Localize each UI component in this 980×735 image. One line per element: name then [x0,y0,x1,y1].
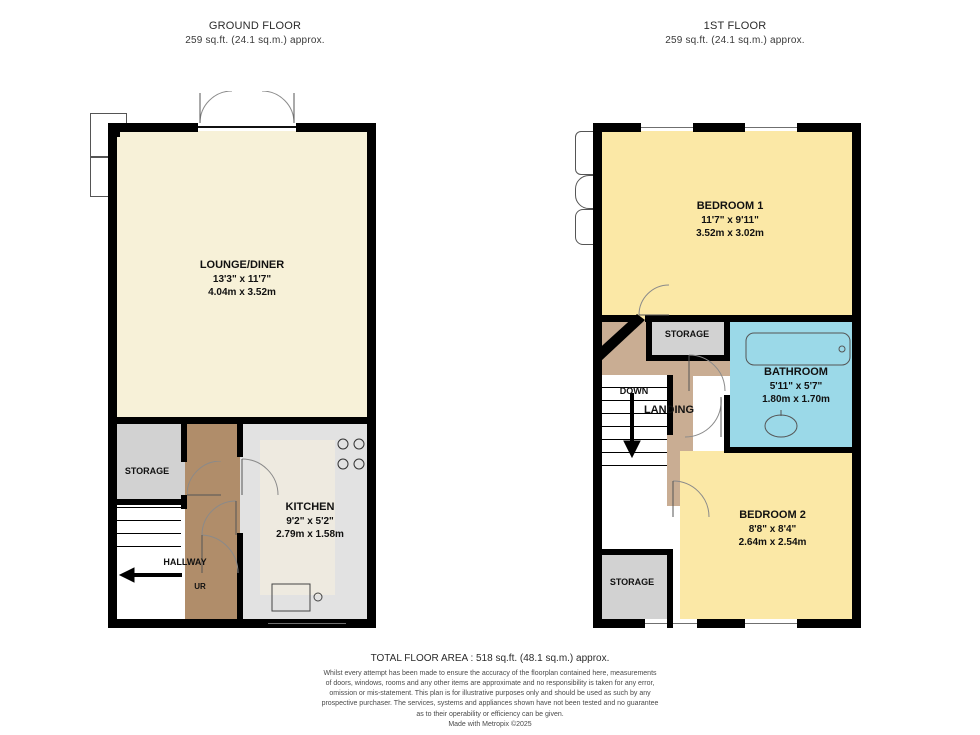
kitchen-imperial: 9'2" x 5'2" [286,515,334,527]
ur-label [185,582,215,593]
lounge-diner-imperial: 13'3" x 11'7" [212,273,272,285]
patio-door-threshold [198,126,296,128]
disclaimer-credit: Made with Metropix ©2025 [448,720,532,728]
bedroom-1-name: BEDROOM 1 [696,200,764,212]
bedroom-2-window-left [575,113,627,122]
kitchen-metric: 2.79m x 1.58m [276,529,344,541]
wall-storage-right [181,417,187,462]
door-arc-icon [687,353,727,395]
first-floor-title [575,20,895,46]
wall-bathroom-bottom [724,447,861,453]
wall-right [367,123,376,628]
disclaimer-line-5: as to their operability or efficiency can be given. [416,710,564,718]
landing-name: LANDING [643,404,695,416]
hob-burners-icon [333,433,370,477]
hallway-name: HALLWAY [163,557,207,567]
first-floor-plan [575,95,915,640]
lounge-diner-metric: 4.04m x 3.52m [208,287,276,299]
lounge-diner-name: LOUNGE/DINER [199,259,285,271]
bedroom-1-imperial: 11'7" x 9'11" [701,214,759,226]
bedroom-2-label [685,508,860,550]
window-line [745,127,797,128]
window-line [745,623,797,624]
bathroom-metric: 1.80m x 1.70m [762,394,830,406]
ground-floor-title-text: GROUND FLOOR [208,20,302,32]
wall-storage-lower-right [667,549,673,628]
bedroom-1-window-right [575,104,627,113]
landing-label [614,403,724,418]
door-arc-icon [683,395,727,441]
sink-icon [268,578,328,618]
wall-kitchen-left-upper [237,417,243,457]
wall-bottom-left [593,619,645,628]
wall-bottom-mid [697,619,745,628]
door-arc-icon [187,461,227,501]
wall-top-left [108,123,198,132]
wall-storage-bottom [108,499,186,505]
ground-storage-room [108,423,185,503]
door-arc-icon [637,283,671,317]
total-floor-area [0,653,980,664]
first-floor-area: 259 sq.ft. (24.1 sq.m.) approx. [665,35,805,46]
basin-icon [757,407,805,441]
total-floor-area-text: TOTAL FLOOR AREA : 518 sq.ft. (48.1 sq.m.) approx. [370,653,610,664]
first-storage-upper-label [647,328,727,340]
disclaimer-line-4: prospective purchaser. The services, systems and appliances shown have not been tested and no guarantee [321,700,659,708]
wall-left [108,123,117,628]
ur-name: UR [194,582,206,591]
ground-floor-area: 259 sq.ft. (24.1 sq.m.) approx. [185,35,325,46]
first-storage-lower-name: STORAGE [609,577,655,587]
bedroom-1-label [635,199,825,241]
first-floor-title-text: 1ST FLOOR [703,20,767,32]
stair-step [117,533,181,534]
stair-step [117,507,181,508]
wall-top-right [296,123,375,132]
patio-door-arcs-icon [198,91,298,125]
first-storage-upper-name: STORAGE [664,329,710,339]
wall-bedroom1-bottom-right [645,315,861,322]
wall-bottom-right [797,619,861,628]
bathroom-imperial: 5'11" x 5'7" [769,380,823,392]
wall-storage-lower-top [593,549,673,555]
kitchen-window [90,95,168,104]
kitchen-label [245,500,375,542]
ground-floor-title [95,20,415,46]
bedroom-2-imperial: 8'8" x 8'4" [748,523,797,535]
down-name: DOWN [619,386,649,396]
lounge-diner-label [142,258,342,300]
stair-step [117,520,181,521]
ground-storage-name: STORAGE [124,466,170,476]
bathroom-label [730,365,862,407]
front-door-gap [90,104,92,113]
bedroom-2-name: BEDROOM 2 [739,509,806,521]
disclaimer-line-2: of doors, windows, rooms and any other items are approximate and no responsibility is taken for any error, [325,680,655,688]
stair-step [117,546,181,547]
bedroom-1-window-left [575,95,627,104]
disclaimer [0,669,980,730]
disclaimer-line-1: Whilst every attempt has been made to ensure the accuracy of the floorplan contained here, measurements [323,670,657,677]
down-label [600,385,668,397]
bedroom-2-metric: 2.64m x 2.54m [738,537,807,549]
door-arc-icon [200,533,242,577]
first-storage-lower-label [594,576,670,588]
ground-storage-label [110,465,184,477]
bathroom-name: BATHROOM [764,366,828,378]
kitchen-name: KITCHEN [285,501,335,513]
kitchen-window-line [268,623,346,624]
bedroom-1-metric: 3.52m x 3.02m [696,228,764,240]
door-arc-icon [240,457,280,497]
disclaimer-line-3: omission or mis-statement. This plan is for illustrative purposes only and should be used as such by any [329,690,651,698]
window-line [641,127,693,128]
ground-floor-plan [90,95,430,640]
hallway-label [130,556,240,568]
stair-step [597,465,667,466]
wall-top-mid [693,123,745,132]
